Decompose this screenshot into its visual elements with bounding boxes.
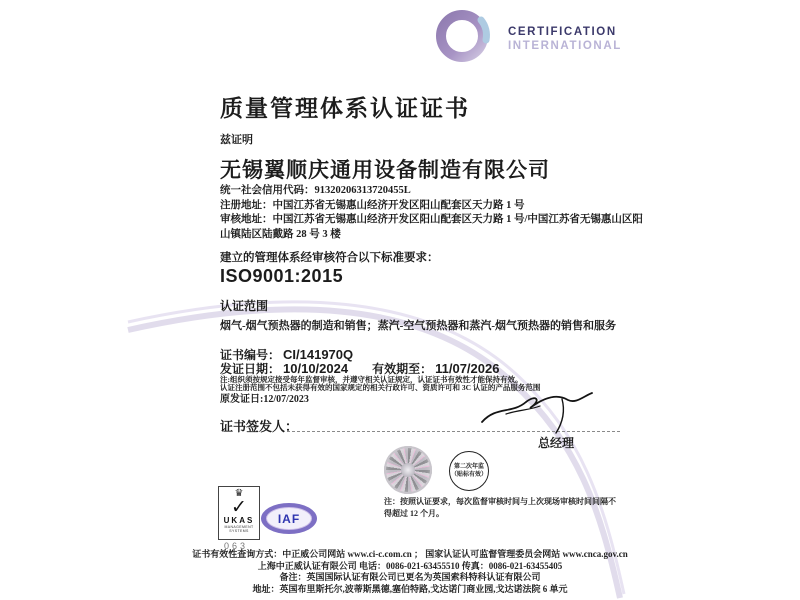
issue-date-label: 发证日期： xyxy=(220,362,281,376)
stamp-line2: （贴标有效） xyxy=(450,472,487,478)
audit-address: 审核地址：中国江苏省无锡惠山经济开发区阳山配套区天力路 1 号/中国江苏省无锡惠山区阳山镇陆区陆戴路 28 号 3 楼 xyxy=(220,214,643,241)
footer xyxy=(130,549,690,595)
logo-line1: CERTIFICATION xyxy=(508,26,617,38)
footer-line-address: 地址：英国布里斯托尔,波蒂斯黑德,塞伯特路,戈达诺门商业园,戈达诺法院 6 单元 xyxy=(252,583,568,594)
signer-title: 总经理 xyxy=(538,436,575,450)
detail-note-2: 认证注册范围不包括未获得有效的国家规定的相关行政许可、资质许可和 3C 认证的产品服务范围 xyxy=(220,383,541,392)
detail-note-1: 注:组织须按规定接受每年监督审核，并遵守相关认证规定，认证证书有效性才能保持有效。 xyxy=(220,375,523,384)
issue-date-value: 10/10/2024 xyxy=(283,361,349,376)
credit-code: 统一社会信用代码：91320206313720455L xyxy=(220,185,411,196)
registered-address: 注册地址：中国江苏省无锡惠山经济开发区阳山配套区天力路 1 号 xyxy=(220,200,525,211)
supervision-note: 注：按照认证要求，每次监督审核时间与上次现场审核时间间隔不得超过 12 个月。 xyxy=(384,497,616,518)
ukas-label: UKAS xyxy=(223,516,255,526)
scope-label: 认证范围 xyxy=(220,299,269,313)
iaf-label: IAF xyxy=(277,511,301,526)
iaf-badge xyxy=(261,503,317,534)
footer-line-contact: 上海中正威认证有限公司 电话：0086-021-63455510 传真：0086-021-63455405 xyxy=(257,560,563,571)
footer-line-validity: 证书有效性查询方式：中正威公司网站 www.ci-c.com.cn ； 国家认证认可监督管理委员会网站 www.cnca.gov.cn xyxy=(192,549,628,559)
certificate-number-value: CI/141970Q xyxy=(283,347,354,362)
ukas-number: 063 xyxy=(224,541,249,551)
scope-text: 烟气-烟气预热器的制造和销售；蒸汽-空气预热器和蒸汽-烟气预热器的销售和服务 xyxy=(220,320,616,332)
expiry-label: 有效期至： xyxy=(372,362,433,376)
logo-wordmark xyxy=(508,25,622,54)
original-issue-date: 原发证日:12/07/2023 xyxy=(220,394,309,405)
ukas-subtext-1: MANAGEMENT xyxy=(224,525,254,530)
checkmark-icon: ✓ xyxy=(231,497,247,518)
standard-code: ISO9001:2015 xyxy=(220,266,344,286)
ukas-badge xyxy=(218,486,260,540)
standard-intro: 建立的管理体系经审核符合以下标准要求： xyxy=(220,252,439,264)
logo-line2: INTERNATIONAL xyxy=(508,40,622,53)
company-name: 无锡翼顺庆通用设备制造有限公司 xyxy=(220,158,550,182)
sticker-core xyxy=(401,463,415,477)
signer-label: 证书签发人： xyxy=(220,419,299,434)
expiry-value: 11/07/2026 xyxy=(435,361,500,376)
certify-label: 兹证明 xyxy=(220,134,253,146)
crown-icon: ♛ xyxy=(234,488,244,499)
annual-supervision-stamp xyxy=(449,451,489,491)
ukas-subtext-2: SYSTEMS xyxy=(229,529,249,534)
holographic-sticker-icon xyxy=(384,446,432,494)
certificate-number-label: 证书编号： xyxy=(220,348,281,362)
stamp-line1: 第二次年监 xyxy=(453,463,484,470)
certification-international-logo-icon xyxy=(436,6,492,66)
handwritten-signature xyxy=(478,390,598,436)
certificate-title: 质量管理体系认证证书 xyxy=(220,96,470,121)
iaf-badge-inner xyxy=(266,507,312,530)
footer-line-remark: 备注：英国国际认证有限公司已更名为英国索科特科认证有限公司 xyxy=(279,572,541,583)
